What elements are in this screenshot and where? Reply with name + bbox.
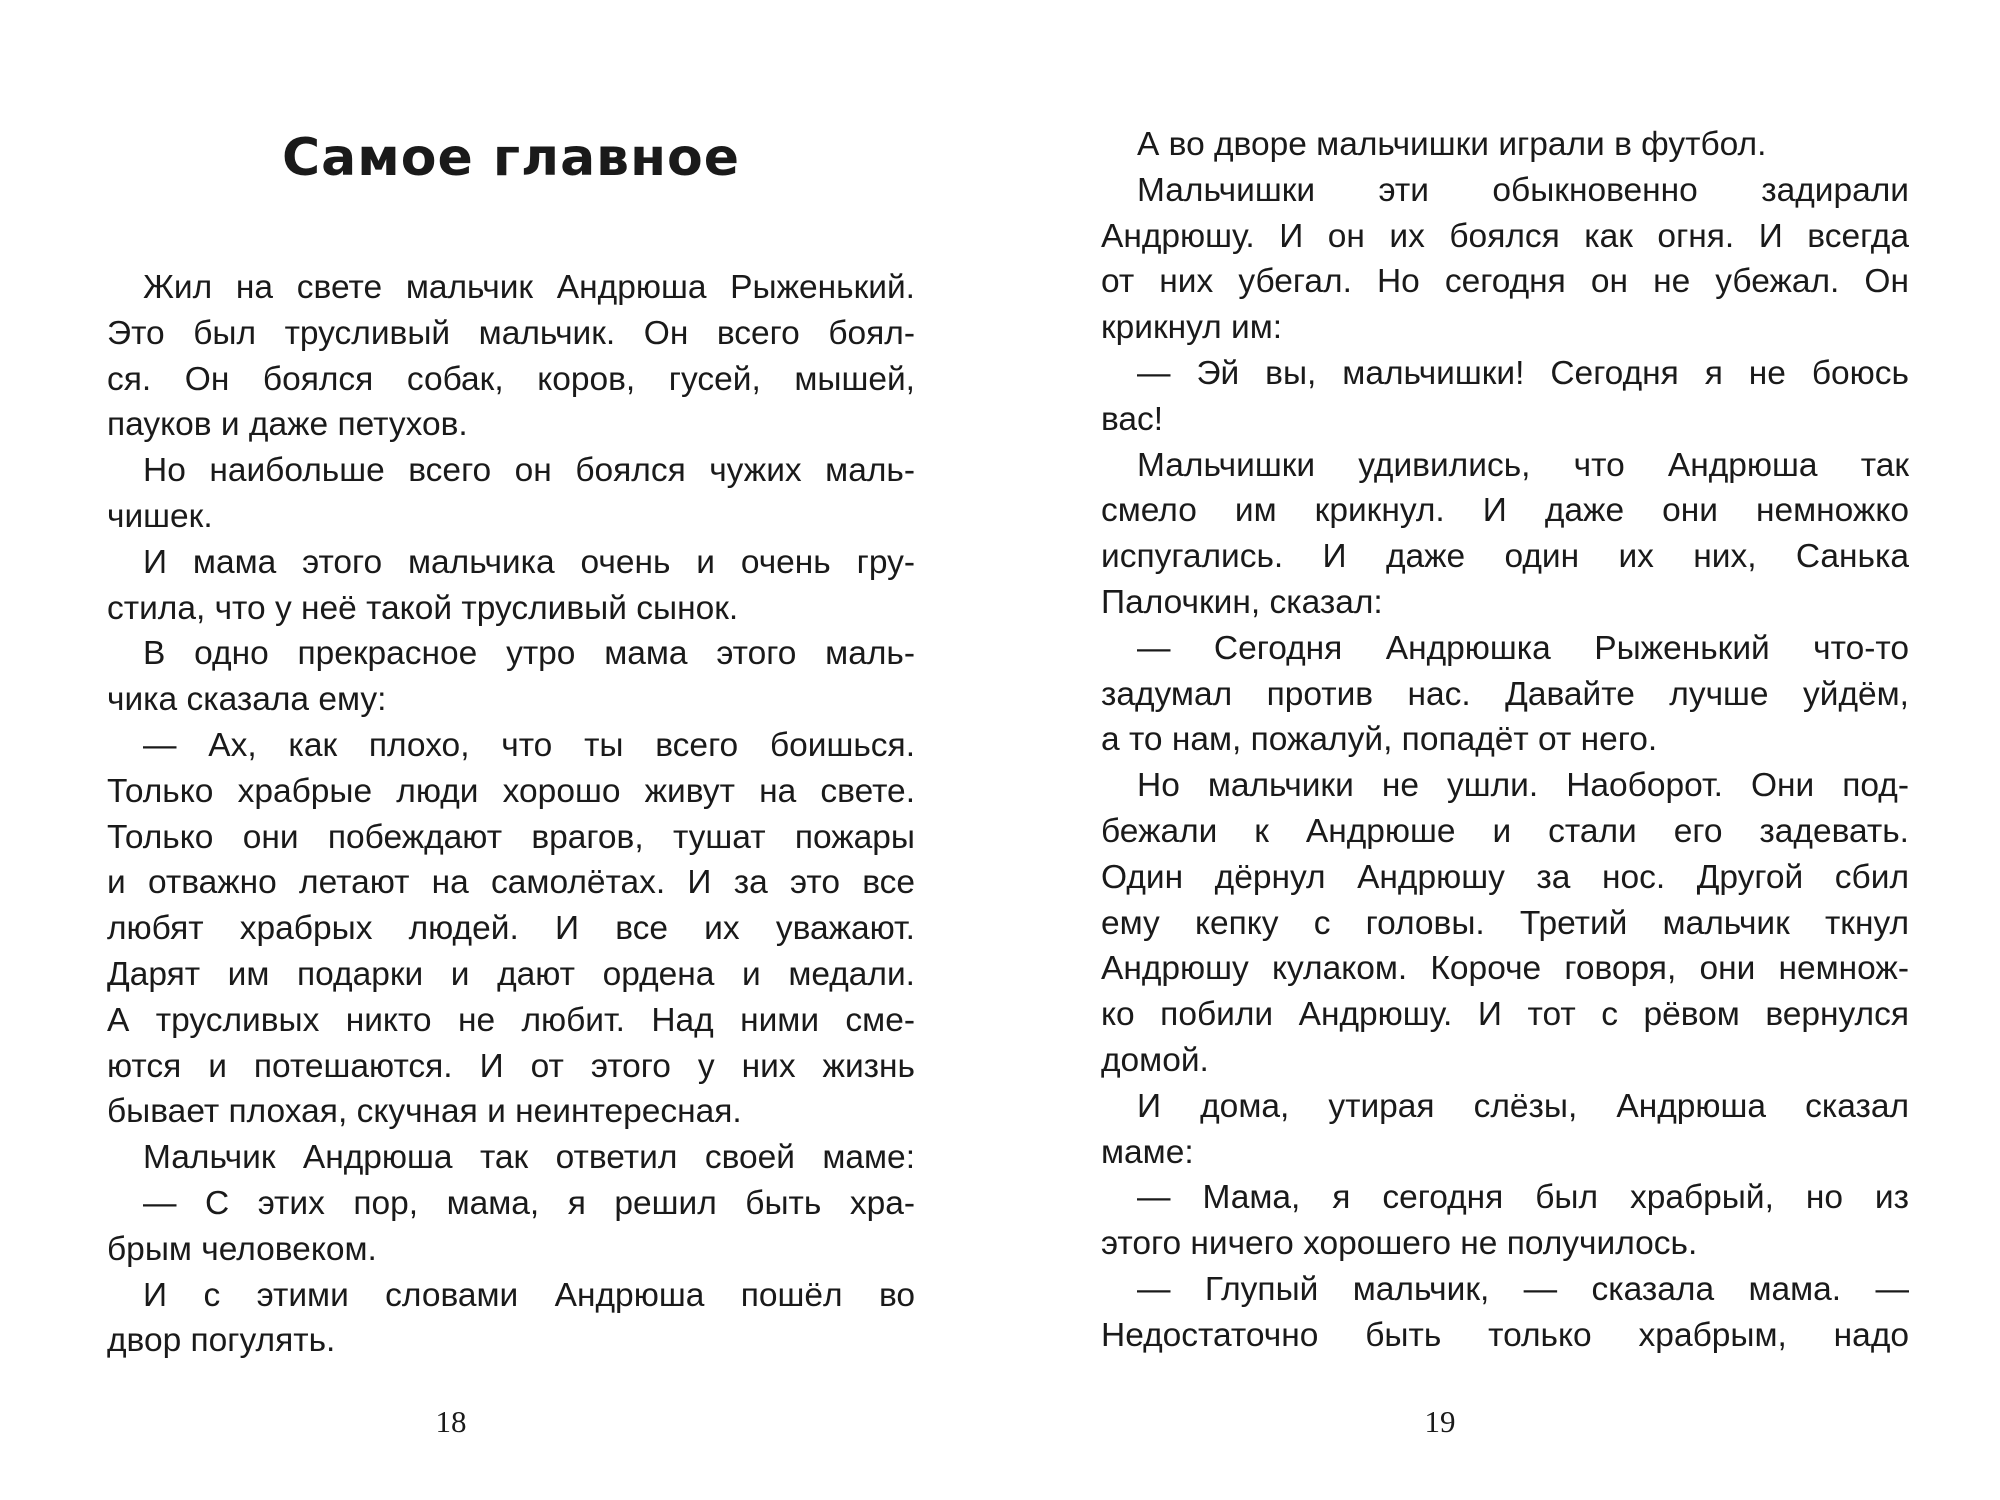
text-line: Только они побеждают врагов, тушат пожары: [107, 818, 915, 856]
text-line: Мальчишки удивились, что Андрюша так: [1137, 446, 1909, 484]
text-line: Один дёрнул Андрюшу за нос. Другой сбил: [1101, 858, 1909, 896]
text-line: Мальчишки эти обыкновенно задирали: [1137, 171, 1909, 209]
text-line: И дома, утирая слёзы, Андрюша сказал: [1137, 1087, 1909, 1125]
page-number-right: 19: [1424, 1404, 1456, 1439]
text-line: Андрюшу. И он их боялся как огня. И всегда: [1101, 217, 1909, 255]
text-line: — Ах, как плохо, что ты всего боишься.: [143, 726, 915, 764]
text-line: двор погулять.: [107, 1322, 336, 1360]
text-line: — С этих пор, мама, я решил быть хра-: [143, 1184, 915, 1222]
text-line: ются и потешаются. И от этого у них жизнь: [107, 1047, 915, 1085]
text-line: ся. Он боялся собак, коров, гусей, мышей,: [107, 360, 915, 398]
text-line: испугались. И даже один их них, Санька: [1101, 538, 1909, 576]
text-line: Но мальчики не ушли. Наоборот. Они под-: [1137, 767, 1909, 805]
text-line: бывает плохая, скучная и неинтересная.: [107, 1093, 742, 1131]
text-line: Андрюшу кулаком. Короче говоря, они немнож-: [1101, 950, 1909, 988]
left-page-text: [107, 265, 915, 1364]
text-line: Но наибольше всего он боялся чужих маль-: [143, 452, 915, 490]
text-line: В одно прекрасное утро мама этого маль-: [143, 635, 915, 673]
text-line: — Глупый мальчик, — сказала мама. —: [1137, 1270, 1909, 1308]
text-line: брым человеком.: [107, 1230, 377, 1268]
chapter-title: Самое главное: [281, 128, 741, 188]
text-line: Только храбрые люди хорошо живут на свете.: [107, 772, 915, 810]
text-line: И с этими словами Андрюша пошёл во: [143, 1276, 915, 1314]
right-page: [1101, 0, 1909, 1500]
text-line: чишек.: [107, 497, 213, 535]
right-page-text: [1101, 122, 1909, 1359]
text-line: а то нам, пожалуй, попадёт от него.: [1101, 721, 1658, 759]
text-line: этого ничего хорошего не получилось.: [1101, 1225, 1698, 1263]
text-line: задумал против нас. Давайте лучше уйдём,: [1101, 675, 1909, 713]
text-line: Жил на свете мальчик Андрюша Рыженький.: [143, 269, 915, 306]
text-line: бежали к Андрюше и стали его задевать.: [1101, 812, 1909, 850]
text-line: Палочкин, сказал:: [1101, 583, 1383, 621]
text-line: Недостаточно быть только храбрым, надо: [1101, 1316, 1909, 1354]
text-line: И мама этого мальчика очень и очень гру-: [143, 543, 915, 581]
text-line: А во дворе мальчишки играли в футбол.: [1137, 126, 1767, 163]
text-line: чика сказала ему:: [107, 681, 387, 719]
text-line: Мальчик Андрюша так ответил своей маме:: [143, 1139, 915, 1177]
text-line: Это был трусливый мальчик. Он всего боял-: [107, 314, 915, 352]
text-line: ко побили Андрюшу. И тот с рёвом вернулся: [1101, 996, 1909, 1034]
text-line: вас!: [1101, 400, 1164, 438]
text-line: любят храбрых людей. И все их уважают.: [107, 910, 915, 948]
text-line: А трусливых никто не любит. Над ними сме-: [107, 1001, 915, 1039]
text-line: — Сегодня Андрюшка Рыженький что-то: [1137, 629, 1909, 667]
text-line: крикнул им:: [1101, 309, 1283, 347]
text-line: — Эй вы, мальчишки! Сегодня я не боюсь: [1137, 354, 1909, 392]
left-page: [107, 0, 915, 1500]
text-line: ему кепку с головы. Третий мальчик ткнул: [1101, 904, 1909, 942]
text-line: от них убегал. Но сегодня он не убежал. Он: [1101, 263, 1909, 301]
text-line: стила, что у неё такой трусливый сынок.: [107, 589, 739, 627]
text-line: пауков и даже петухов.: [107, 406, 468, 444]
text-line: Дарят им подарки и дают ордена и медали.: [107, 955, 915, 993]
text-line: — Мама, я сегодня был храбрый, но из: [1137, 1179, 1909, 1217]
text-line: и отважно летают на самолётах. И за это все: [107, 864, 915, 902]
text-line: домой.: [1101, 1041, 1209, 1079]
page-number-left: 18: [435, 1404, 467, 1439]
text-line: смело им крикнул. И даже они немножко: [1101, 492, 1909, 530]
text-line: маме:: [1101, 1133, 1194, 1171]
